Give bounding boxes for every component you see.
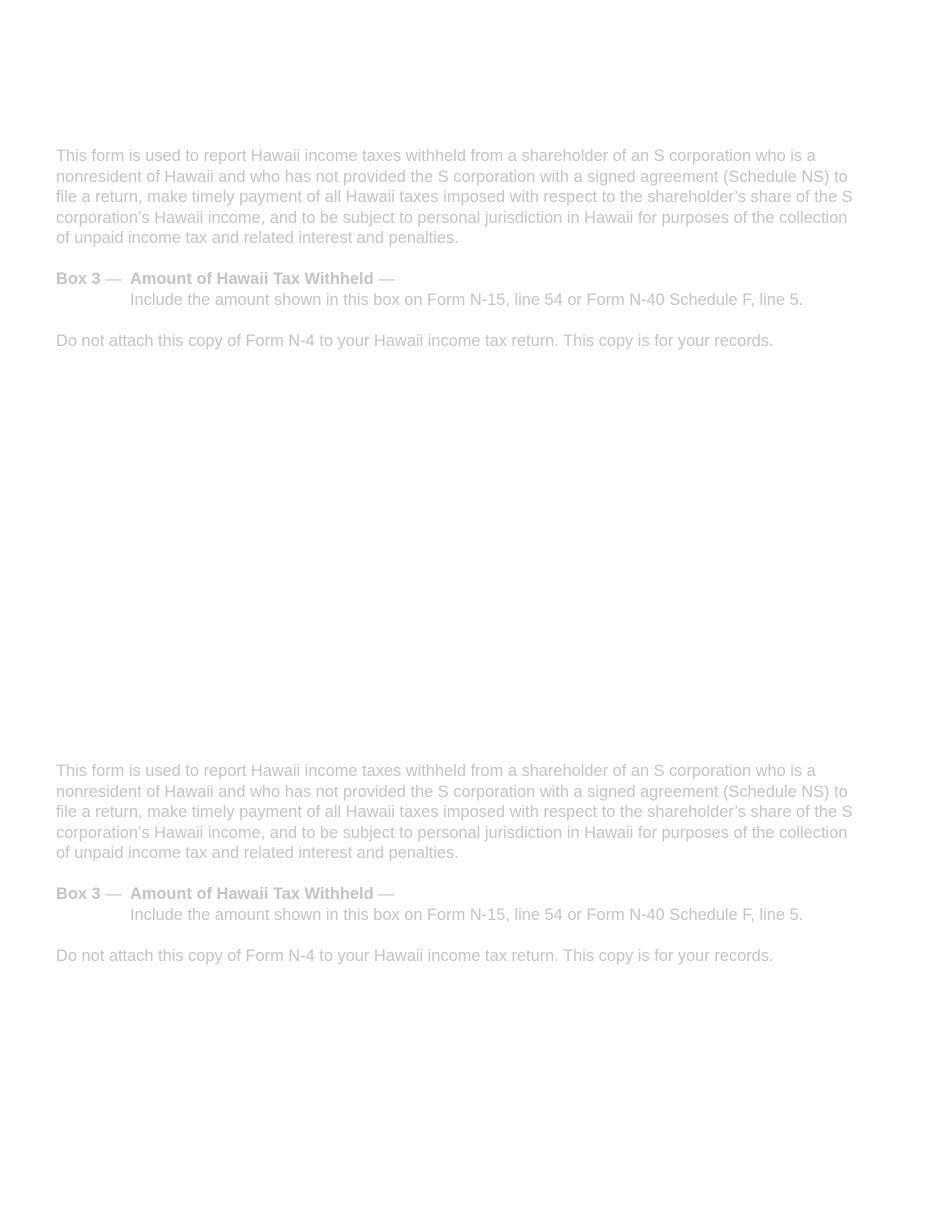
records-note: Do not attach this copy of Form N-4 to your Hawaii income tax return. This copy is for your records. [56, 331, 774, 350]
instructions-copy-bottom [56, 761, 896, 966]
box-3-label: Box 3 — [56, 885, 122, 903]
intro-paragraph: This form is used to report Hawaii income taxes withheld from a shareholder of an S corporation who is a nonresident of Hawaii and who has not provided the S corporation with a signed agreement (Schedule NS) to file a return, make timely payment of all Hawaii taxes imposed with respect to the shareholder’s share of the S corporation’s Hawaii income, and to be subject to personal jurisdiction in Hawaii for purposes of the collection of unpaid income tax and related interest and penalties. [56, 147, 853, 247]
box-3-instruction: Include the amount shown in this box on Form N-15, line 54 or Form N-40 Schedule F, line 5. [130, 290, 804, 309]
box-3-title: Amount of Hawaii Tax Withheld — [130, 885, 395, 903]
instructions-copy-top [56, 146, 896, 351]
box-3-title: Amount of Hawaii Tax Withheld — [130, 270, 395, 288]
box-3-label: Box 3 — [56, 270, 122, 288]
box-3-section [56, 884, 896, 925]
box-3-instruction: Include the amount shown in this box on Form N-15, line 54 or Form N-40 Schedule F, line 5. [130, 905, 804, 924]
records-note: Do not attach this copy of Form N-4 to your Hawaii income tax return. This copy is for your records. [56, 946, 774, 965]
intro-paragraph: This form is used to report Hawaii income taxes withheld from a shareholder of an S corporation who is a nonresident of Hawaii and who has not provided the S corporation with a signed agreement (Schedule NS) to file a return, make timely payment of all Hawaii taxes imposed with respect to the shareholder’s share of the S corporation’s Hawaii income, and to be subject to personal jurisdiction in Hawaii for purposes of the collection of unpaid income tax and related interest and penalties. [56, 762, 853, 862]
box-3-section [56, 269, 896, 310]
